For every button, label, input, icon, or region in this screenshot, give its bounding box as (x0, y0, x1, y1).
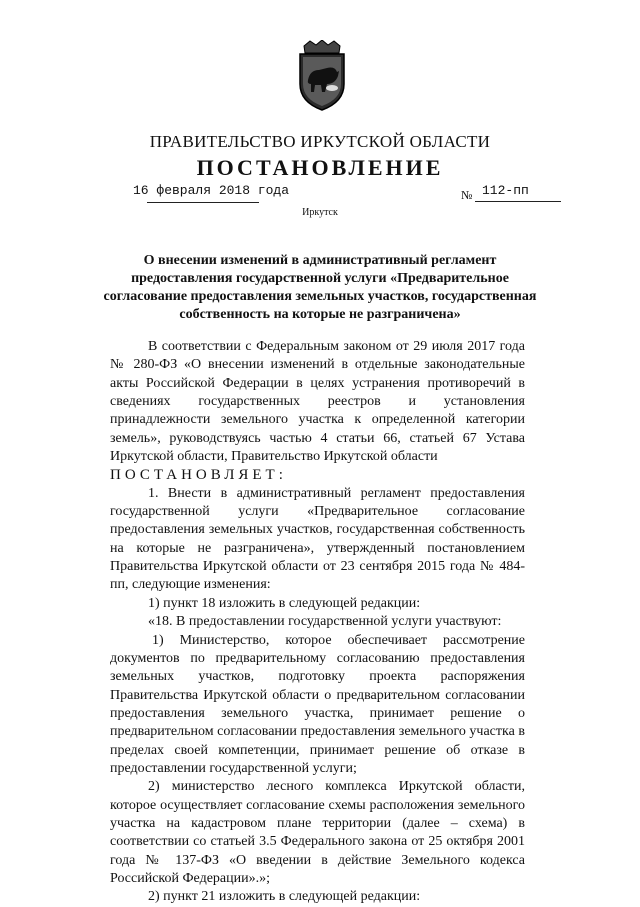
document-title: О внесении изменений в административный регламент предоставления государственной услуги «Предварительное согласование предоставления земельных участков, государственная собственность на которые не разграничена» (103, 253, 537, 322)
issue-city: Иркутск (302, 207, 338, 218)
item-18-heading: «18. В предоставлении государственной услуги участвуют: (148, 614, 502, 630)
document-body (110, 338, 525, 907)
subclause-2: 2) пункт 21 изложить в следующей редакции: (148, 889, 421, 905)
issuing-authority: ПРАВИТЕЛЬСТВО ИРКУТСКОЙ ОБЛАСТИ (149, 132, 491, 151)
item-18-point-1: 1) Министерство, которое обеспечивает рассмотрение документов по предварительному согласованию предоставления земельных участков, подготовку проекта распоряжения Правительства Иркутской области о предварительном согласовании предоставления земельного участка, принимает решение о предварительном согласовании предоставления земельного участка в пределах своей компетенции, принимает решение об отказе в предоставлении государственной услуги; (110, 632, 525, 776)
document-type: ПОСТАНОВЛЕНИЕ (196, 155, 444, 180)
clause-1: 1. Внести в административный регламент предоставления государственной услуги «Предварительное согласование предоставления земельных участков, государственная собственность на которые не разграничена», утвержденный постановлением Правительства Иркутской области от 23 сентября 2015 года № 484-пп, следующие изменения: (110, 485, 525, 593)
number-underline (475, 201, 561, 202)
date-underline (147, 202, 259, 203)
subclause-1: 1) пункт 18 изложить в следующей редакции: (148, 595, 421, 611)
document-date: 16 февраля 2018 года (133, 183, 290, 198)
preamble-paragraph: В соответствии с Федеральным законом от 29 июля 2017 года № 280-ФЗ «О внесении изменений в отдельные законодательные акты Российской Федерации в целях устранения противоречий в сведениях государственных реестров и установления принадлежности земельного участка к определенной категории земель», руководствуясь частью 4 статьи 66, статьей 67 Устава Иркутской области, Правительство Иркутской области (110, 339, 525, 465)
number-sign: № (461, 188, 473, 202)
resolves-heading: ПОСТАНОВЛЯЕТ: (110, 467, 287, 484)
coat-of-arms-icon (297, 40, 347, 112)
document-number: 112-пп (482, 183, 529, 198)
item-18-point-2: 2) министерство лесного комплекса Иркутской области, которое осуществляет согласование схемы расположения земельного участка на кадастровом плане территории (далее – схема) в соответствии со статьей 3.5 Федерального закона от 25 октября 2001 года № 137-ФЗ «О введении в действие Земельного кодекса Российской Федерации».»; (110, 779, 525, 886)
